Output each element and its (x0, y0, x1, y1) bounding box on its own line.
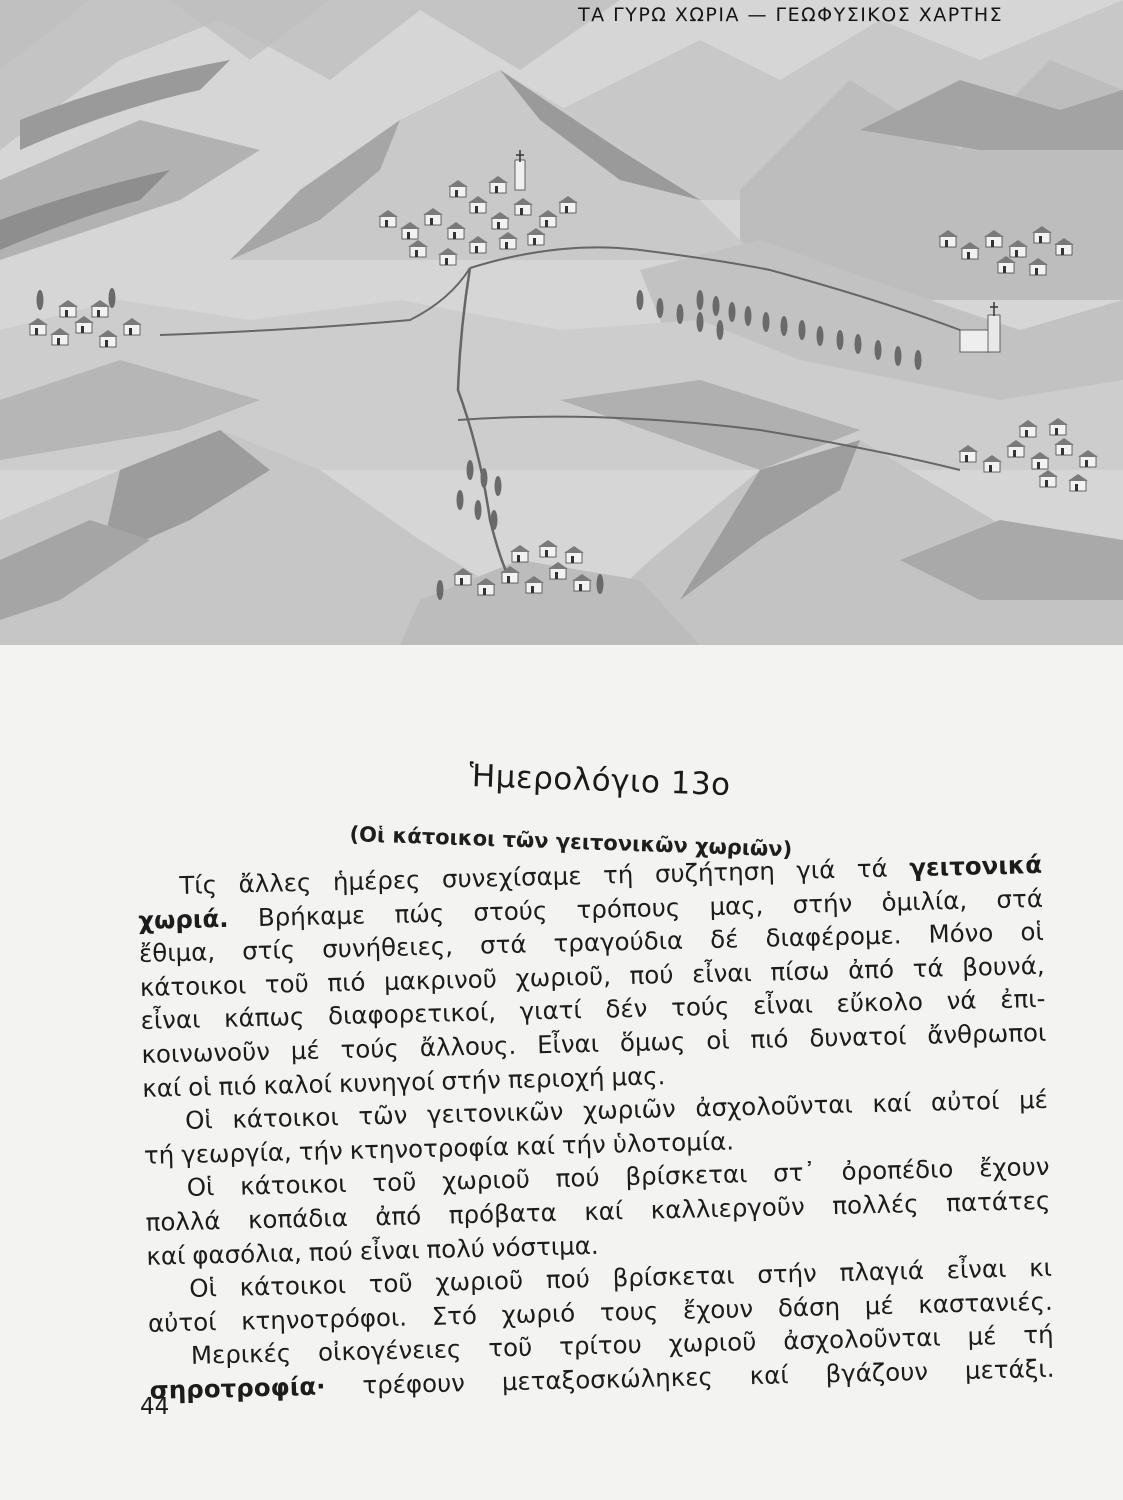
word: εἶναι (752, 989, 814, 1021)
bold-term: γειτονικά (908, 849, 1043, 883)
word: δέν (605, 993, 648, 1024)
word: πού (629, 959, 674, 990)
word: πιό (218, 1070, 257, 1101)
word: πιό (327, 967, 366, 998)
word: πού (555, 1163, 600, 1194)
word: Εἶναι (536, 1028, 600, 1060)
word: οἱ (705, 1025, 730, 1056)
word: βρίσκεται (625, 1159, 748, 1192)
word: ὅμως (619, 1026, 686, 1058)
word: ἔχουν (978, 1152, 1050, 1183)
body-text (137, 848, 1055, 1407)
word: τρόπους (576, 892, 681, 924)
word: μέ (967, 1321, 997, 1352)
page-number: 44 (140, 1394, 170, 1420)
word: Μόνο (928, 918, 994, 949)
word: Στό (431, 1300, 478, 1331)
word: κάτοικοι (232, 1102, 340, 1134)
word: πολλά (145, 1206, 221, 1237)
bold-term: χωριά. (137, 903, 229, 935)
word: βγάζουν (825, 1356, 929, 1389)
bold-term: σηροτροφία· (149, 1371, 326, 1405)
word: ἀσχολοῦνται (782, 1322, 941, 1356)
word: δάση (777, 1291, 841, 1323)
word: καστανιές. (917, 1286, 1054, 1319)
word: μακρινοῦ (383, 964, 498, 996)
word: ἔχουν (682, 1293, 754, 1325)
village-mountain-illustration (0, 0, 1123, 645)
word: πιό (750, 1024, 789, 1055)
word: τοῦ (487, 1332, 533, 1363)
word: χωριοῦ (441, 1164, 531, 1196)
word: αὐτοί (930, 1086, 1000, 1117)
word: καλοί (263, 1068, 333, 1100)
word: πού (308, 1236, 354, 1267)
word: συνήθειες, (321, 931, 454, 964)
word: τήν (298, 1135, 344, 1166)
word: δέ (709, 924, 739, 955)
word: τά (912, 953, 944, 983)
word: τοῦ (372, 1167, 417, 1198)
word: ἄλλες (238, 867, 312, 899)
word: εἶναι (691, 957, 753, 989)
word: τους (599, 1296, 659, 1327)
word: εἶναι (140, 1004, 201, 1036)
word: κοινωνοῦν (141, 1036, 271, 1069)
word: εἶναι (946, 1254, 1007, 1285)
word: νά (946, 985, 977, 1016)
word: στήν (792, 888, 853, 919)
word: ἡμέρες (332, 865, 421, 897)
word: καί (146, 1240, 186, 1271)
word: τή (1022, 1320, 1054, 1350)
word: Οἱ (184, 1105, 214, 1136)
word: χωριοῦ, (515, 961, 612, 993)
word: τρίτου (558, 1330, 643, 1362)
word: τραγούδια (553, 925, 684, 959)
word: οἱ (187, 1071, 212, 1102)
word: ὁμιλία, (881, 885, 968, 917)
word: πατάτες (945, 1185, 1051, 1218)
word: στ᾿ (772, 1157, 817, 1188)
word: νόστιμα. (491, 1230, 599, 1262)
word: χωριοῦ (435, 1265, 524, 1297)
word: δυνατοί (809, 1021, 907, 1053)
word: ἐπι- (999, 984, 1046, 1015)
word: πολλές (831, 1188, 919, 1221)
word: τούς (670, 991, 730, 1023)
word: στούς (473, 895, 548, 927)
word: πώς (394, 898, 445, 929)
word: βουνά, (961, 950, 1045, 982)
word: καί (515, 1130, 556, 1161)
word: Μερικές (190, 1338, 292, 1371)
word: διαφέρομε. (765, 920, 902, 953)
word: Οἱ (186, 1172, 215, 1203)
word: ἀσχολοῦνται (695, 1089, 854, 1123)
word: τή (602, 859, 634, 890)
word: τήν (561, 1129, 607, 1160)
word: τοῦ (264, 968, 310, 999)
word: πρόβατα (448, 1197, 558, 1230)
word: κάτοικοι (239, 1270, 347, 1302)
word: περιοχή (507, 1062, 605, 1094)
word: χωριό (501, 1298, 576, 1329)
word: καί (583, 1196, 624, 1227)
word: τά (856, 853, 889, 884)
word: μας. (611, 1060, 666, 1092)
word: οἰκογένειες (317, 1334, 462, 1368)
word: χωριῶν (582, 1094, 677, 1126)
word: τοῦ (368, 1268, 413, 1299)
word: συζήτηση (654, 856, 776, 889)
word: κάπως (223, 1002, 305, 1034)
word: γιατί (519, 995, 583, 1027)
word: καί (749, 1360, 789, 1391)
word: γιά (795, 854, 836, 885)
word: κοπάδια (247, 1202, 349, 1235)
word: αὐτοί (147, 1306, 217, 1338)
word: Τίς (179, 870, 218, 900)
word: τρέφουν (362, 1368, 466, 1400)
word: μέ (864, 1290, 894, 1321)
word: κυνηγοί (338, 1066, 435, 1098)
word: ὀροπέδιο (841, 1154, 954, 1187)
word: κάτοικοι (139, 970, 247, 1002)
word: τούς (340, 1033, 400, 1065)
word: Οἱ (188, 1273, 218, 1303)
word: ἀπό (374, 1201, 422, 1232)
word: μέ (1018, 1084, 1049, 1115)
word: φασόλια, (191, 1237, 303, 1270)
word: διαφορετικοί, (327, 997, 497, 1031)
word: μετάξι. (964, 1353, 1055, 1385)
word: στίς (241, 935, 296, 966)
word: στήν (441, 1064, 502, 1096)
word: ἀπό (847, 954, 895, 985)
word: ὑλοτομία. (612, 1126, 735, 1159)
word: πίσω (770, 955, 830, 987)
word: εὔκολο (836, 987, 924, 1019)
word: στά (996, 883, 1044, 914)
word: συνεχίσαμε (441, 861, 582, 894)
word: ἄλλους. (419, 1030, 517, 1063)
word: μας, (709, 890, 764, 921)
word: καλλιεργοῦν (650, 1191, 806, 1225)
word: πλαγιά (839, 1256, 925, 1288)
word: κτηνοτροφία (349, 1131, 510, 1165)
word: πού (545, 1264, 591, 1295)
word: Βρήκαμε (257, 900, 366, 932)
word: τή (143, 1139, 175, 1170)
word: γειτονικῶν (426, 1096, 564, 1130)
word: βρίσκεται (612, 1260, 735, 1293)
map-title: ΤΑ ΓΥΡΩ ΧΩΡΙΑ — ΓΕΩΦΥΣΙΚΟΣ ΧΑΡΤΗΣ (578, 4, 1004, 26)
word: χωριοῦ (668, 1327, 757, 1359)
word: τῶν (358, 1100, 408, 1131)
word: κι (1028, 1252, 1053, 1283)
word: στήν (756, 1258, 818, 1290)
word: καί (872, 1088, 912, 1119)
diary-title: Ἡμερολόγιο 13ο (468, 758, 732, 804)
word: γεωργία, (180, 1137, 293, 1169)
word: καί (141, 1072, 182, 1103)
word: μέ (290, 1035, 321, 1066)
word: ἄνθρωποι (926, 1017, 1047, 1050)
word: κάτοικοι (239, 1169, 347, 1201)
word: κτηνοτρόφοι. (240, 1302, 408, 1336)
word: στά (479, 929, 527, 960)
diary-subtitle: (Οἱ κάτοικοι τῶν γειτονικῶν χωριῶν) (349, 822, 793, 862)
word: ἔθιμα, (138, 937, 216, 969)
word: πολύ (426, 1233, 486, 1264)
word: οἱ (1020, 917, 1045, 947)
word: εἶναι (359, 1234, 420, 1266)
word: μεταξοσκώληκες (501, 1361, 714, 1397)
